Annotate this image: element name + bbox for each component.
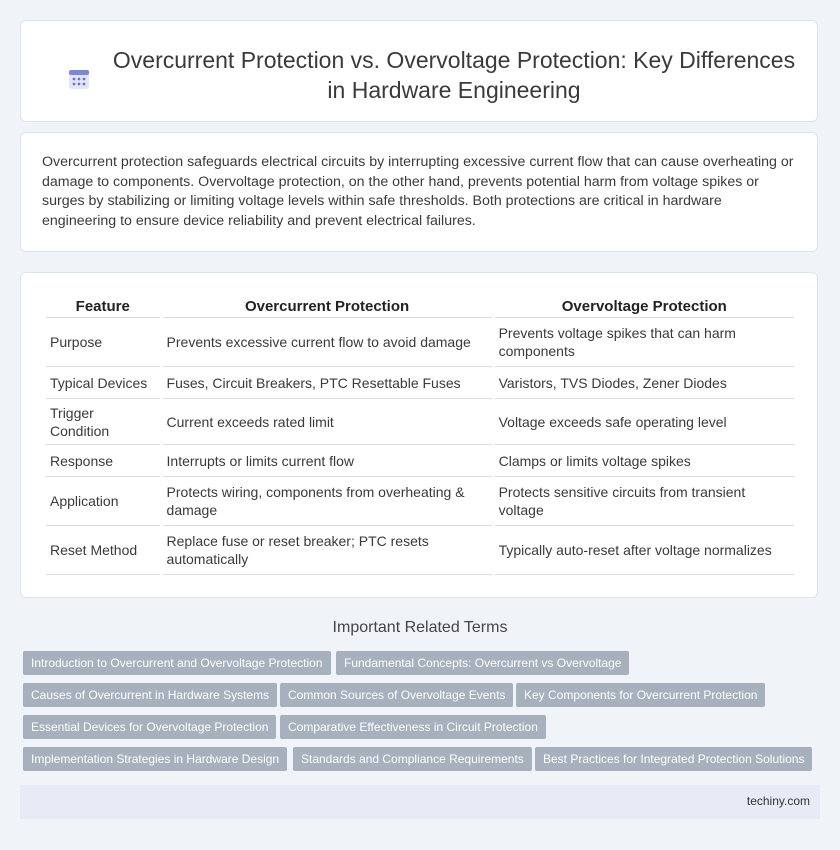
comparison-table (43, 295, 797, 575)
intro-card (20, 132, 818, 252)
header-feature: Feature (46, 295, 160, 318)
related-terms-heading: Important Related Terms (332, 619, 508, 636)
overcurrent-cell: Fuses, Circuit Breakers, PTC Resettable Fuses (163, 367, 492, 399)
related-term-tag[interactable]: Common Sources of Overvoltage Events (280, 683, 513, 707)
feature-cell: Purpose (46, 318, 160, 367)
overvoltage-cell: Protects sensitive circuits from transient voltage (495, 477, 794, 526)
table-row (46, 318, 794, 367)
title-card (20, 20, 818, 122)
site-name[interactable]: techiny.com (746, 794, 810, 808)
overcurrent-cell: Interrupts or limits current flow (163, 445, 492, 477)
feature-cell: Trigger Condition (46, 399, 160, 445)
feature-cell: Typical Devices (46, 367, 160, 399)
related-term-tag[interactable]: Key Components for Overcurrent Protection (516, 683, 765, 707)
overvoltage-cell: Clamps or limits voltage spikes (495, 445, 794, 477)
overcurrent-cell: Replace fuse or reset breaker; PTC resets automatically (163, 526, 492, 575)
overvoltage-cell: Voltage exceeds safe operating level (495, 399, 794, 445)
comparison-card (20, 272, 818, 598)
header-overcurrent: Overcurrent Protection (163, 295, 492, 318)
overcurrent-cell: Prevents excessive current flow to avoid damage (163, 318, 492, 367)
table-row (46, 526, 794, 575)
related-term-tag[interactable]: Implementation Strategies in Hardware Design (23, 747, 287, 771)
overvoltage-cell: Typically auto-reset after voltage normalizes (495, 526, 794, 575)
table-row (46, 399, 794, 445)
related-term-tag[interactable]: Essential Devices for Overvoltage Protection (23, 715, 276, 739)
related-term-tag[interactable]: Comparative Effectiveness in Circuit Protection (280, 715, 546, 739)
intro-paragraph: Overcurrent protection safeguards electrical circuits by interrupting excessive current flow that can cause overheating or damage to components. Overvoltage protection, on the other hand, prevents potential harm from voltage spikes or surges by stabilizing or limiting voltage levels within safe thresholds. Both protections are critical in hardware engineering to ensure device reliability and prevent electrical failures. (42, 154, 794, 229)
header-overvoltage: Overvoltage Protection (495, 295, 794, 318)
footer (20, 785, 820, 819)
feature-cell: Response (46, 445, 160, 477)
related-term-tag[interactable]: Standards and Compliance Requirements (293, 747, 532, 771)
table-row (46, 367, 794, 399)
related-term-tag[interactable]: Best Practices for Integrated Protection Solutions (535, 747, 812, 771)
related-term-tag[interactable]: Causes of Overcurrent in Hardware Systems (23, 683, 277, 707)
table-header-row (46, 295, 794, 318)
table-row (46, 445, 794, 477)
overcurrent-cell: Protects wiring, components from overheating & damage (163, 477, 492, 526)
related-term-tag[interactable]: Fundamental Concepts: Overcurrent vs Overvoltage (336, 651, 629, 675)
feature-cell: Application (46, 477, 160, 526)
table-row (46, 477, 794, 526)
calendar-grid-icon (68, 68, 90, 90)
overvoltage-cell: Prevents voltage spikes that can harm components (495, 318, 794, 367)
feature-cell: Reset Method (46, 526, 160, 575)
overcurrent-cell: Current exceeds rated limit (163, 399, 492, 445)
page-title: Overcurrent Protection vs. Overvoltage Protection: Key Differences in Hardware Engineering (112, 47, 796, 103)
overvoltage-cell: Varistors, TVS Diodes, Zener Diodes (495, 367, 794, 399)
related-term-tag[interactable]: Introduction to Overcurrent and Overvoltage Protection (23, 651, 331, 675)
